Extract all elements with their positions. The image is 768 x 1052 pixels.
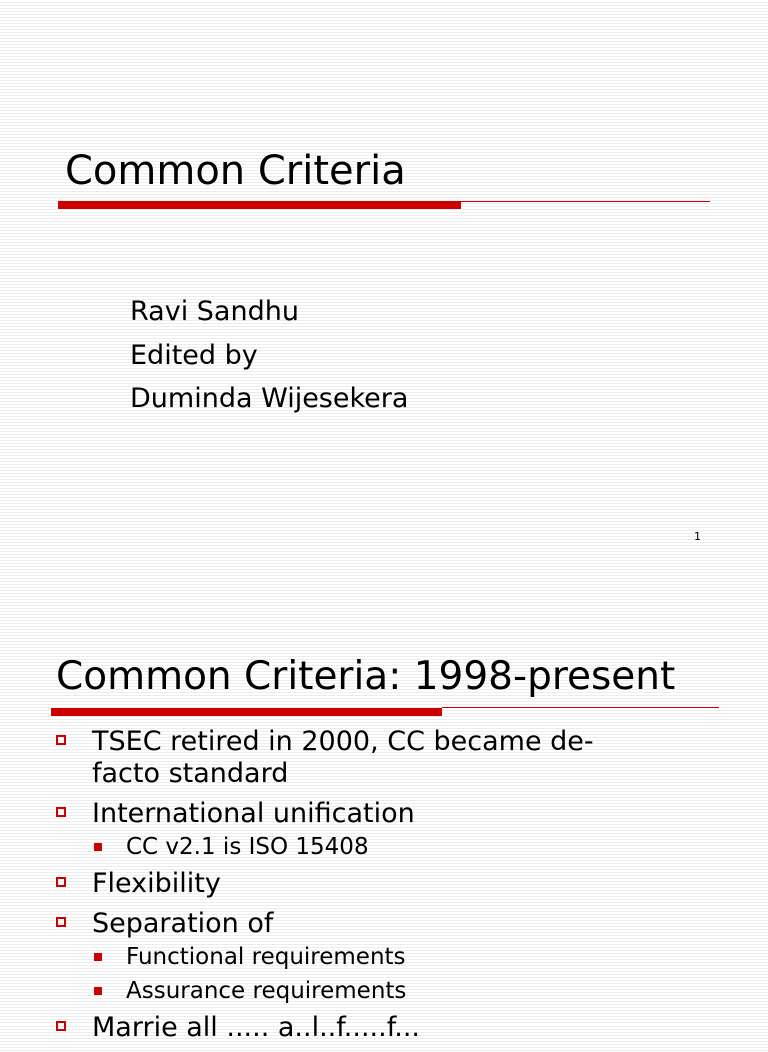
bullet-item <box>0 798 652 830</box>
slide-2 <box>0 560 768 1043</box>
page-number: 1 <box>694 530 701 543</box>
bullet-list <box>0 726 768 1052</box>
bullet-text: International unification <box>92 798 415 829</box>
editor-name: Duminda Wijesekera <box>130 383 409 414</box>
bullet-item <box>0 908 652 940</box>
hollow-square-bullet-icon <box>56 877 66 887</box>
bullet-item <box>0 868 652 900</box>
bullet-text: Separation of <box>92 908 274 939</box>
bullet-text: TSEC retired in 2000, CC became de-facto standard <box>92 726 594 789</box>
bullet-text: Marrie all ..... a..l..f.....f... <box>92 1012 421 1043</box>
bullet-item <box>0 726 652 790</box>
slide-title: Common Criteria: 1998-present <box>56 654 676 699</box>
sub-bullet-item <box>0 976 768 1006</box>
author-block <box>130 290 408 421</box>
edited-by-label: Edited by <box>130 339 258 371</box>
hollow-square-bullet-icon <box>56 1021 66 1031</box>
sub-bullet-text: Functional requirements <box>126 944 406 970</box>
sub-bullet-item <box>0 832 768 862</box>
filled-square-bullet-icon <box>94 843 102 851</box>
hollow-square-bullet-icon <box>56 917 66 927</box>
sub-bullet-text: CC v2.1 is ISO 15408 <box>126 834 369 860</box>
title-underline-thick <box>58 201 461 209</box>
bullet-text: Flexibility <box>92 868 221 899</box>
sub-bullet-text: Assurance requirements <box>126 978 407 1004</box>
bullet-item <box>0 1012 652 1044</box>
filled-square-bullet-icon <box>94 987 102 995</box>
title-underline-thin <box>461 201 710 202</box>
title-underline-thick <box>51 708 442 716</box>
slide-title: Common Criteria <box>65 148 406 194</box>
hollow-square-bullet-icon <box>56 735 66 745</box>
title-underline-thin <box>442 707 719 708</box>
filled-square-bullet-icon <box>94 953 102 961</box>
author-name: Ravi Sandhu <box>130 296 299 327</box>
sub-bullet-item <box>0 942 768 972</box>
hollow-square-bullet-icon <box>56 807 66 817</box>
